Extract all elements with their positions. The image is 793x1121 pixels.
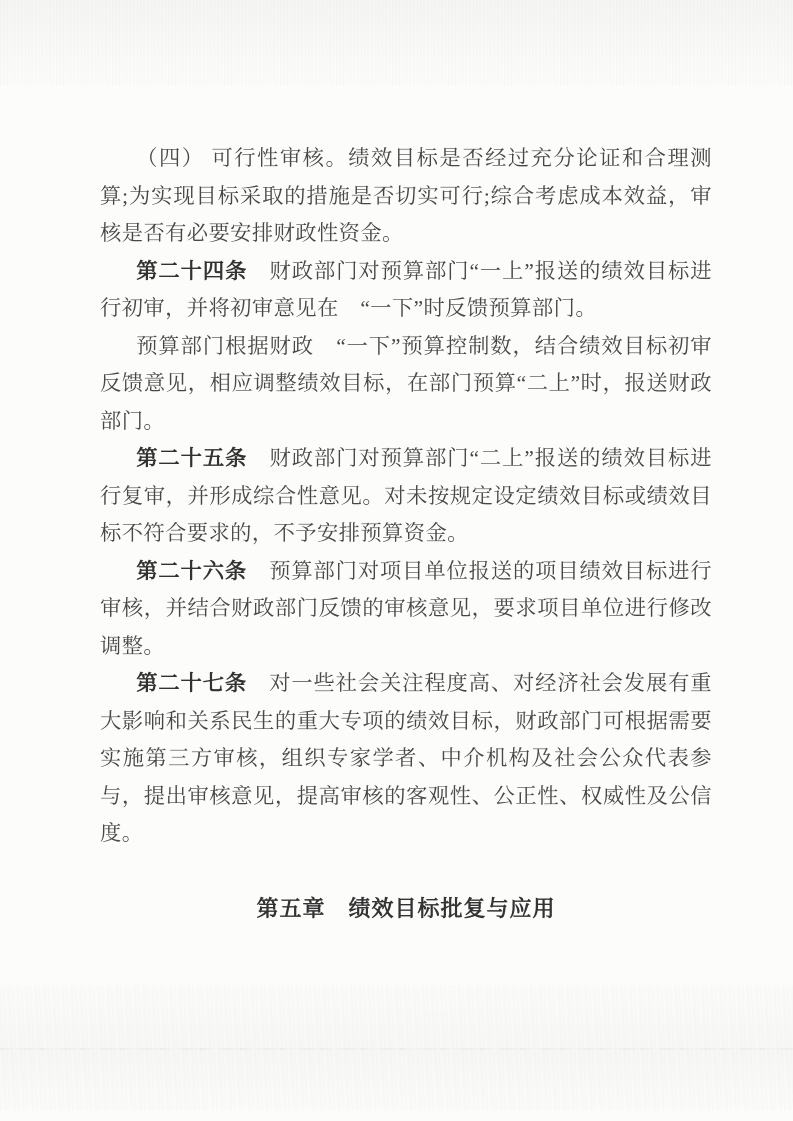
- paragraph: [100, 553, 712, 666]
- paragraph-text: 预算部门根据财政 “一下”预算控制数，结合绩效目标初审反馈意见，相应调整绩效目标，在部门预算“二上”时，报送财政部门。: [100, 333, 712, 433]
- scan-artifact-line: [0, 1048, 793, 1050]
- paragraph-text: （四） 可行性审核。绩效目标是否经过充分论证和合理测算;为实现目标采取的措施是否切实可行;综合考虑成本效益，审核是否有必要安排财政性资金。: [100, 146, 712, 245]
- paragraph: [100, 440, 712, 553]
- article-number: 第二十七条: [136, 671, 248, 695]
- paragraph: [100, 253, 712, 328]
- paragraph-text: 财政部门对预算部门“二上”报送的绩效目标进行复审，并形成综合性意见。对未按规定设定绩效目标或绩效目标不符合要求的，不予安排预算资金。: [100, 446, 712, 545]
- chapter-heading: 第五章 绩效目标批复与应用: [256, 895, 556, 921]
- paragraph-text: 对一些社会关注程度高、对经济社会发展有重大影响和关系民生的重大专项的绩效目标，财政部门可根据需要实施第三方审核，组织专家学者、中介机构及社会公众代表参与，提出审核意见，提高审核的客观性、公正性、权威性及公信度。: [100, 671, 712, 845]
- scan-noise-bottom: [0, 985, 793, 1110]
- article-number: 第二十五条: [136, 446, 248, 470]
- paragraph-text: 财政部门对预算部门“一上”报送的绩效目标进行初审，并将初审意见在 “一下”时反馈预算部门。: [100, 258, 712, 320]
- paragraph: [100, 665, 712, 853]
- paragraph: [100, 328, 712, 441]
- paragraph: [100, 140, 712, 253]
- article-number: 第二十四条: [136, 258, 248, 283]
- scan-noise-top: [0, 0, 793, 85]
- paragraph-text: 预算部门对项目单位报送的项目绩效目标进行审核，并结合财政部门反馈的审核意见，要求项目单位进行修改调整。: [100, 558, 712, 658]
- document-body: [100, 140, 712, 928]
- article-number: 第二十六条: [136, 558, 248, 583]
